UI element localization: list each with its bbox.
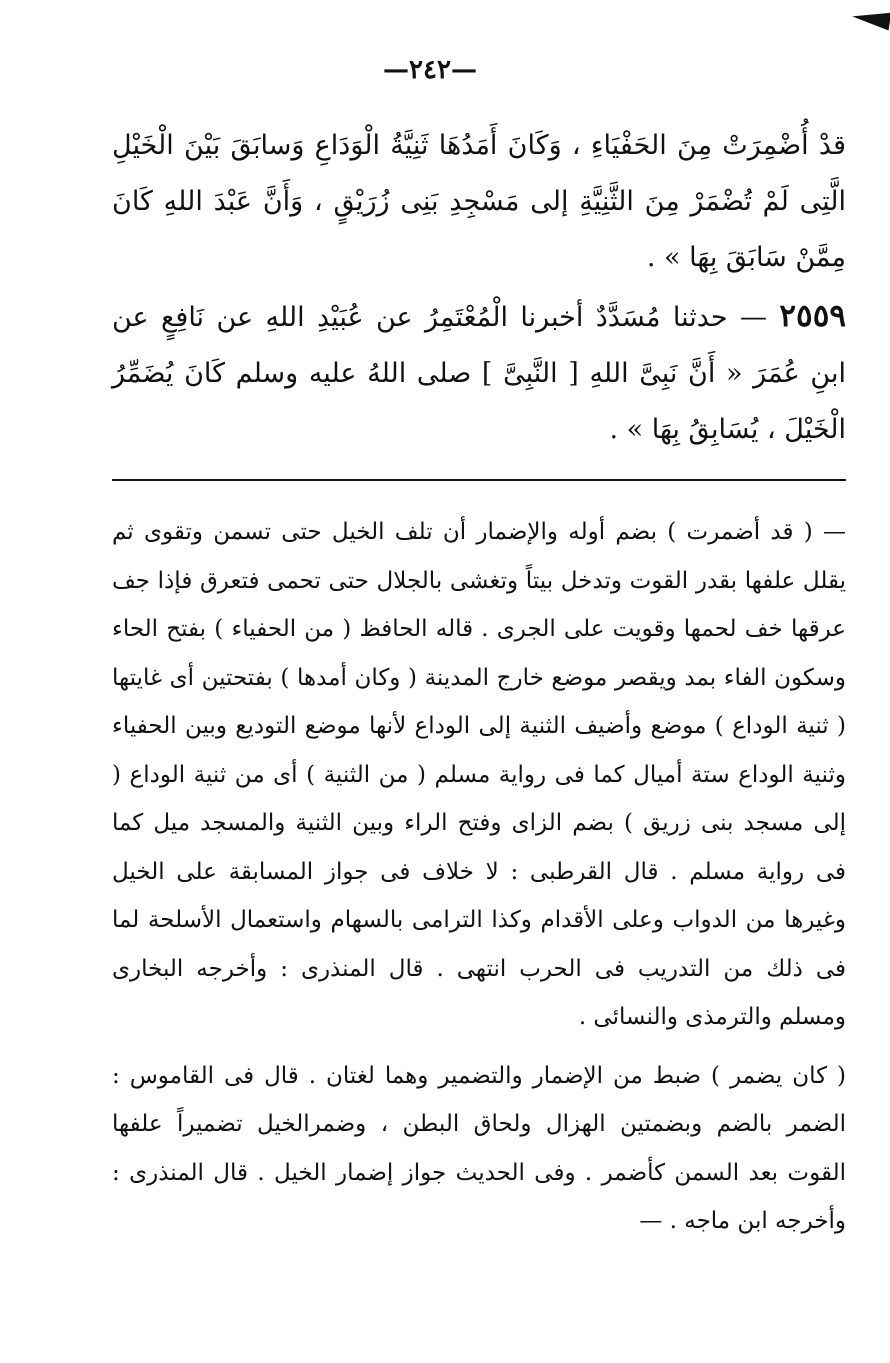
hadith-2559 [112, 288, 846, 458]
hadith-text-block [112, 118, 846, 458]
footnote-divider [112, 479, 846, 481]
commentary-paragraph-2: ( كان يضمر ) ضبط من الإضمار والتضمير وهما لغتان . قال فى القاموس : الضمر بالضم وبضمتين الهزال ولحاق البطن ، وضمرالخيل تضميراً علفها القوت بعد السمن كأضمر . وفى الحديث جواز إضمار الخيل . قال المنذرى : وأخرجه ابن ماجه . — [112, 1062, 846, 1234]
commentary-paragraph-1: — ( قد أضمرت ) بضم أوله والإضمار أن تلف الخيل حتى تسمن وتقوى ثم يقلل علفها بقدر القوت وتدخل بيتاً وتغشى بالجلال حتى تحمى فتعرق فإذا جف عرقها خف لحمها وقويت على الجرى . قاله الحافظ ( من الحفياء ) بفتح الحاء وسكون الفاء بمد ويقصر موضع خارج المدينة ( وكان أمدها ) بفتحتين أى غايتها ( ثنية الوداع ) موضع وأضيف الثنية إلى الوداع لأنها موضع التوديع وبين الحفياء وثنية الوداع ستة أميال كما فى رواية مسلم ( من الثنية ) أى من ثنية الوداع ( إلى مسجد بنى زريق ) بضم الزاى وفتح الراء وبين الثنية والمسجد ميل كما فى رواية مسلم . قال القرطبى : لا خلاف فى جواز المسابقة على الخيل وغيرها من الدواب وعلى الأقدام وكذا الترامى بالسهام واستعمال الأسلحة لما فى ذلك من التدريب فى الحرب انتهى . قال المنذرى : وأخرجه البخارى ومسلم والترمذى والنسائى . [112, 519, 846, 1030]
hadith-continuation: قدْ أُضْمِرَتْ مِنَ الحَفْيَاءِ ، وَكَانَ أَمَدُهَا ثَنِيَّةُ الْوَدَاعِ وَسابَقَ بَيْنَ الْخَيْلِ الَّتِى لَمْ تُضْمَرْ مِنَ الثَّنِيَّةِ إلى مَسْجِدِ بَنِى زُرَيْقٍ ، وَأَنَّ عَبْدَ اللهِ كَانَ مِمَّنْ سَابَقَ بِهَا » . [112, 130, 846, 273]
page-number: —٢٤٢— [383, 55, 477, 85]
hadith-number: ٢٥٥٩ [779, 298, 846, 334]
page-corner-mark [851, 7, 890, 30]
commentary-block [112, 508, 846, 1246]
hadith-body: — حدثنا مُسَدَّدٌ أخبرنا الْمُعْتَمِرُ عن عُبَيْدِ اللهِ عن نَافِعٍ عن ابنِ عُمَرَ « أَنَّ نَبِىَّ اللهِ [ النَّبِىَّ ] صلى اللهُ عليه وسلم كَانَ يُضَمِّرُ الْخَيْلَ ، يُسَابِقُ بِهَا » . [112, 302, 846, 445]
